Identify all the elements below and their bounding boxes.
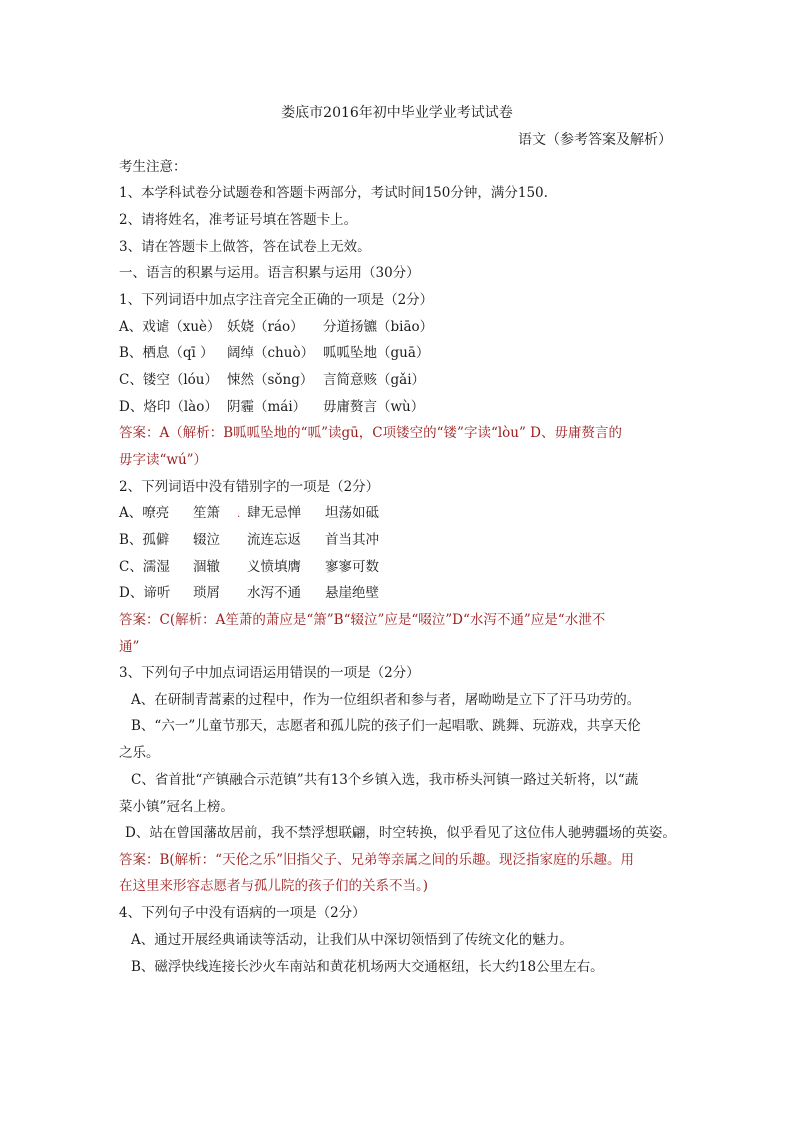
option-cell: 涸辙: [193, 559, 220, 575]
option-cell: 妖娆（ráo）: [227, 319, 304, 335]
answer-text: 在这里来形容志愿者与孤儿院的孩子们的关系不当。): [119, 878, 429, 894]
option-text: C、省首批“产镇融合示范镇”共有13个乡镇入选，我市桥头河镇一路过关斩将，以“蔬: [131, 772, 639, 788]
option-cell: 悬崖绝壁: [325, 585, 379, 601]
option-cell: 呱呱坠地（guā）: [323, 345, 430, 361]
answer-text: 通”: [119, 639, 140, 655]
option-row: [119, 397, 424, 417]
question-stem: 3、下列句子中加点词语运用错误的一项是（2分）: [119, 665, 420, 681]
option-text: A、通过开展经典诵读等活动，让我们从中深切领悟到了传统文化的魅力。: [131, 932, 573, 948]
notice-item: 2、请将姓名，准考证号填在答题卡上。: [119, 212, 358, 228]
answer-text: 答案：B(解析：“天伦之乐”旧指父子、兄弟等亲属之间的乐趣。现泛指家庭的乐趣。用: [119, 852, 634, 868]
option-cell: C、镂空（lóu）: [119, 372, 218, 388]
page-title: 娄底市2016年初中毕业学业考试试卷: [281, 105, 513, 121]
notice-heading: 考生注意：: [119, 159, 187, 175]
option-text: 之乐。: [119, 745, 160, 761]
option-row: [119, 317, 433, 337]
option-cell: C、濡湿: [119, 559, 170, 575]
option-cell: 阴霾（mái）: [227, 399, 307, 415]
option-cell: 阔绰（chuò）: [227, 345, 315, 361]
option-text: 菜小镇”冠名上榜。: [119, 799, 234, 815]
answer-text: 答案：C(解析：A笙萧的萧应是“箫”B“辍泣”应是“啜泣”D“水泻不通”应是“水泄不: [119, 612, 606, 628]
option-cell: 水泻不通: [247, 585, 301, 601]
option-text: A、在研制青蒿素的过程中，作为一位组织者和参与者，屠呦呦是立下了汗马功劳的。: [131, 692, 641, 708]
option-row: [119, 530, 379, 550]
answer-text: 毋字读“wú”）: [119, 452, 208, 468]
option-text: D、站在曾国藩故居前，我不禁浮想联翩，时空转换，似乎看见了这位伟人驰骋疆场的英姿。: [125, 825, 676, 841]
option-cell: A、戏谑（xuè）: [119, 319, 221, 335]
option-cell: B、栖息（qī ）: [119, 345, 214, 361]
option-cell: 首当其冲: [325, 532, 379, 548]
question-stem: 4、下列句子中没有语病的一项是（2分）: [119, 905, 366, 921]
answer-text: 答案：A（解析：B呱呱坠地的“呱”读gū，C项镂空的“镂”字读“lòu” D、毋庸赘言的: [119, 425, 622, 441]
question-stem: 2、下列词语中没有错别字的一项是（2分）: [119, 479, 380, 495]
option-text: B、磁浮快线连接长沙火车南站和黄花机场两大交通枢纽，长大约18公里左右。: [131, 959, 604, 975]
notice-item: 1、本学科试卷分试题卷和答题卡两部分，考试时间150分钟，满分150.: [119, 185, 548, 201]
question-stem: 1、下列词语中加点字注音完全正确的一项是（2分）: [119, 292, 434, 308]
option-row: [119, 557, 379, 577]
option-cell: 分道扬镳（biāo）: [323, 319, 434, 335]
option-cell: 肆无忌惮: [247, 505, 301, 521]
option-row: [119, 370, 425, 390]
option-cell: 言简意赅（gǎi）: [323, 372, 426, 388]
option-row: [119, 583, 379, 603]
option-cell: 笙箫: [193, 505, 220, 521]
option-text: B、“六一”儿童节那天，志愿者和孤儿院的孩子们一起唱歌、跳舞、玩游戏，共享天伦: [131, 718, 641, 734]
option-cell: 坦荡如砥: [325, 505, 379, 521]
option-cell: 悚然（sǒng）: [227, 372, 314, 388]
option-cell: 琐屑: [193, 585, 220, 601]
option-cell: A、嘹亮: [119, 505, 170, 521]
option-cell: D、烙印（lào）: [119, 399, 218, 415]
option-cell: 义愤填膺: [247, 559, 301, 575]
section-heading: 一、语言的积累与运用。语言积累与运用（30分）: [119, 265, 420, 281]
page-subtitle: 语文（参考答案及解析）: [518, 132, 672, 148]
option-cell: B、孤僻: [119, 532, 170, 548]
option-cell: 寥寥可数: [325, 559, 379, 575]
notice-item: 3、请在答题卡上做答，答在试卷上无效。: [119, 239, 371, 255]
option-cell: 流连忘返: [247, 532, 301, 548]
option-row: [119, 343, 429, 363]
option-cell: 毋庸赘言（wù）: [323, 399, 425, 415]
option-cell: 辍泣: [193, 532, 220, 548]
option-row: [119, 503, 379, 525]
option-cell: D、谛听: [119, 585, 171, 601]
stray-dot: .: [237, 509, 241, 520]
